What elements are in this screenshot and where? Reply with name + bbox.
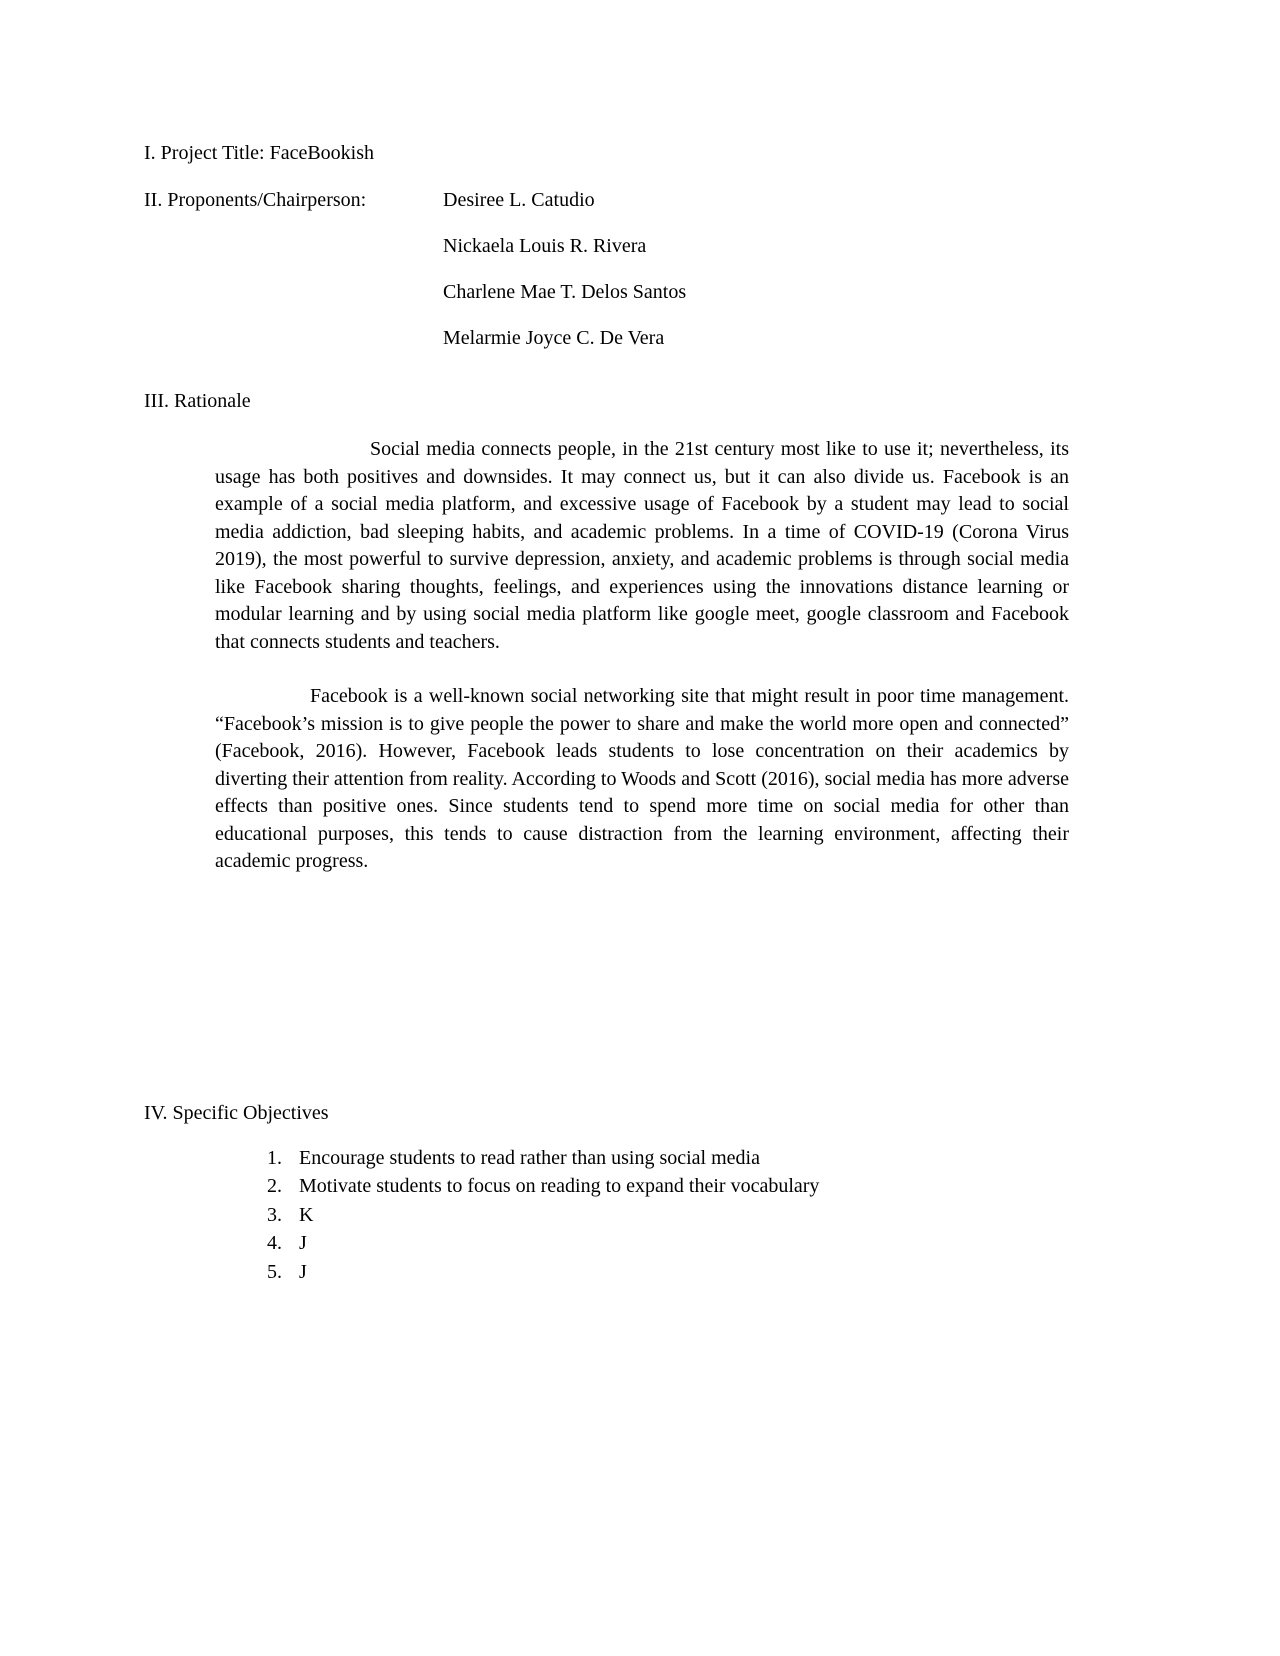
proponent-name-2: Nickaela Louis R. Rivera	[443, 235, 647, 257]
project-title-line: I. Project Title: FaceBookish	[144, 142, 374, 164]
proponent-name-4: Melarmie Joyce C. De Vera	[443, 327, 665, 349]
proponent-name-3: Charlene Mae T. Delos Santos	[443, 281, 687, 303]
rationale-paragraph-2: Facebook is a well-known social networking site that might result in poor time management. “Facebook’s mission is to give people the power to share and make the world more open and connected” (Facebook, 2016). However, Facebook leads students to lose concentration on their academics by diverting their attention from reality. According to Woods and Scott (2016), social media has more adverse effects than positive ones. Since students tend to spend more time on social media for other than educational purposes, this tends to cause distraction from the learning environment, affecting their academic progress.	[215, 685, 1069, 872]
objective-item-2: 2. Motivate students to focus on reading to expand their vocabulary	[287, 1172, 1069, 1201]
objectives-list	[144, 1144, 1069, 1287]
objective-item-1: 1. Encourage students to read rather than using social media	[287, 1144, 1069, 1173]
objectives-heading: IV. Specific Objectives	[144, 1101, 329, 1124]
objective-item-4: 4. J	[287, 1229, 1069, 1258]
rationale-heading: III. Rationale	[144, 390, 251, 412]
proponents-section	[144, 187, 1069, 371]
objective-item-5: 5. J	[287, 1258, 1069, 1287]
proponents-label: II. Proponents/Chairperson:	[144, 189, 367, 211]
objective-item-3: 3. K	[287, 1201, 1069, 1230]
rationale-paragraph-1: Social media connects people, in the 21st century most like to use it; nevertheless, its usage has both positives and downsides. It may connect us, but it can also divide us. Facebook is an example of a social media platform, and excessive usage of Facebook by a student may lead to social media addiction, bad sleeping habits, and academic problems. In a time of COVID-19 (Corona Virus 2019), the most powerful to survive depression, anxiety, and academic problems is through social media like Facebook sharing thoughts, feelings, and experiences using the innovations distance learning or modular learning and by using social media platform like google meet, google classroom and Facebook that connects students and teachers.	[215, 438, 1069, 653]
proponents-list	[443, 187, 1069, 371]
proponent-name-1: Desiree L. Catudio	[443, 189, 595, 211]
